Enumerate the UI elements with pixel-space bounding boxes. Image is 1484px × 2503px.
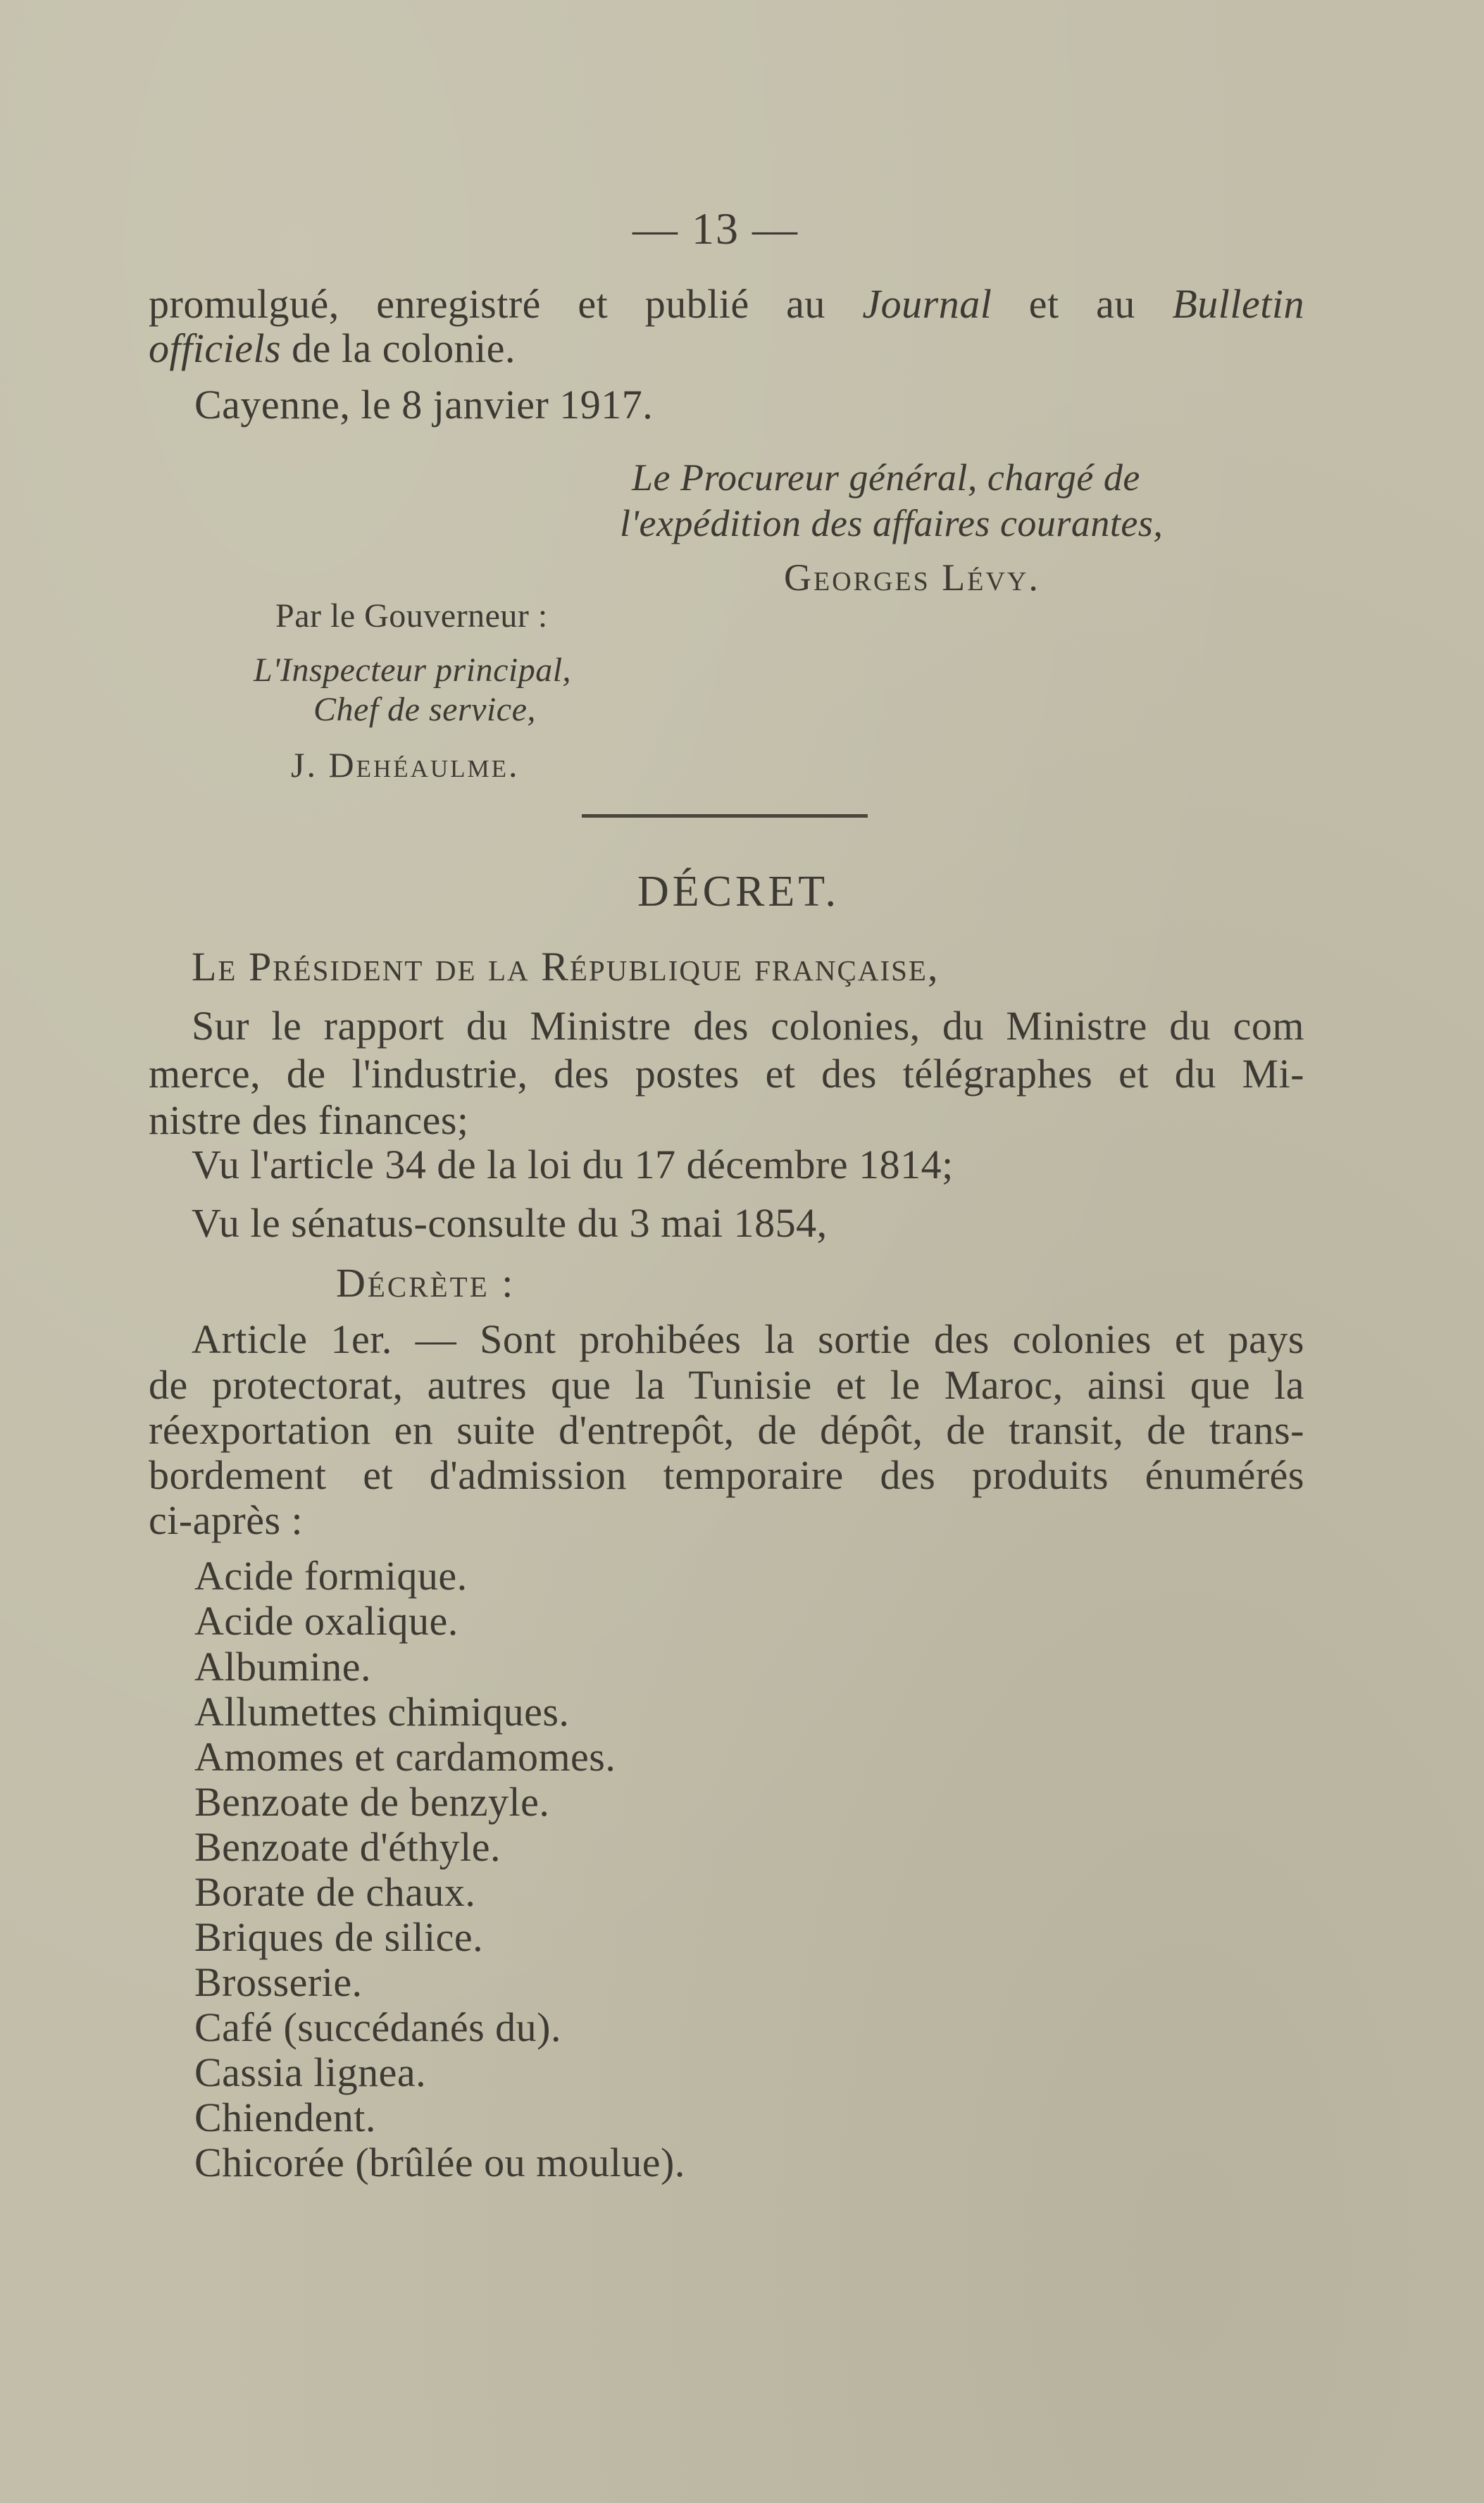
article-line-5: ci-après : <box>149 1497 304 1543</box>
rapport-line-2: merce, de l'industrie, des postes et des télégraphes et du Mi- <box>149 1051 1304 1097</box>
product-item: Benzoate d'éthyle. <box>194 1824 501 1870</box>
vu-senatus-consulte: Vu le sénatus-consulte du 3 mai 1854, <box>192 1200 828 1246</box>
journal-title: Journal <box>862 281 992 327</box>
product-item: Acide formique. <box>194 1553 468 1599</box>
intro-text: et au <box>992 281 1173 327</box>
product-item: Café (succédanés du). <box>194 2004 561 2050</box>
intro-line-2 <box>149 325 516 371</box>
intro-line-1 <box>149 281 1304 327</box>
product-item: Albumine. <box>194 1644 371 1690</box>
gouverneur-signature: J. Dehéaulme. <box>291 745 520 785</box>
separator-rule <box>582 814 868 818</box>
product-item: Briques de silice. <box>194 1914 484 1960</box>
article-line-1: Article 1er. — Sont prohibées la sortie des colonies et pays <box>192 1316 1304 1362</box>
decrete-heading: Décrète : <box>336 1260 516 1306</box>
product-item: Acide oxalique. <box>194 1598 459 1644</box>
product-item: Borate de chaux. <box>194 1869 476 1915</box>
product-item: Benzoate de benzyle. <box>194 1779 550 1825</box>
product-item: Brosserie. <box>194 1959 363 2005</box>
procureur-signature: Georges Lévy. <box>784 556 1040 599</box>
gouverneur-title-2: Chef de service, <box>313 691 536 728</box>
article-line-4: bordement et d'admission temporaire des produits énumérés <box>149 1452 1304 1498</box>
decret-heading: DÉCRET. <box>637 868 840 916</box>
president-line: Le Président de la République française, <box>192 944 940 990</box>
intro-text: de la colonie. <box>281 325 516 371</box>
procureur-title-1: Le Procureur général, chargé de <box>632 456 1140 499</box>
par-le-gouverneur: Par le Gouverneur : <box>275 597 548 635</box>
product-item: Chiendent. <box>194 2095 376 2140</box>
place-date: Cayenne, le 8 janvier 1917. <box>194 382 654 427</box>
vu-article: Vu l'article 34 de la loi du 17 décembre 1814; <box>192 1142 954 1187</box>
product-item: Chicorée (brûlée ou moulue). <box>194 2140 685 2185</box>
bulletin-title: Bulletin <box>1172 281 1304 327</box>
article-line-2: de protectorat, autres que la Tunisie et le Maroc, ainsi que la <box>149 1362 1304 1408</box>
gouverneur-title-1: L'Inspecteur principal, <box>254 651 572 689</box>
procureur-title-2: l'expédition des affaires courantes, <box>620 502 1164 544</box>
product-item: Cassia lignea. <box>194 2049 427 2095</box>
product-item: Allumettes chimiques. <box>194 1689 570 1735</box>
page-number: — 13 — <box>632 204 799 254</box>
intro-text: promulgué, enregistré et publié au <box>149 281 863 327</box>
article-line-3: réexportation en suite d'entrepôt, de dépôt, de transit, de trans- <box>149 1407 1304 1453</box>
product-item: Amomes et cardamomes. <box>194 1734 616 1780</box>
officiels-text: officiels <box>149 325 282 371</box>
rapport-line-1: Sur le rapport du Ministre des colonies, du Ministre du com <box>192 1003 1304 1049</box>
rapport-line-3: nistre des finances; <box>149 1097 469 1143</box>
